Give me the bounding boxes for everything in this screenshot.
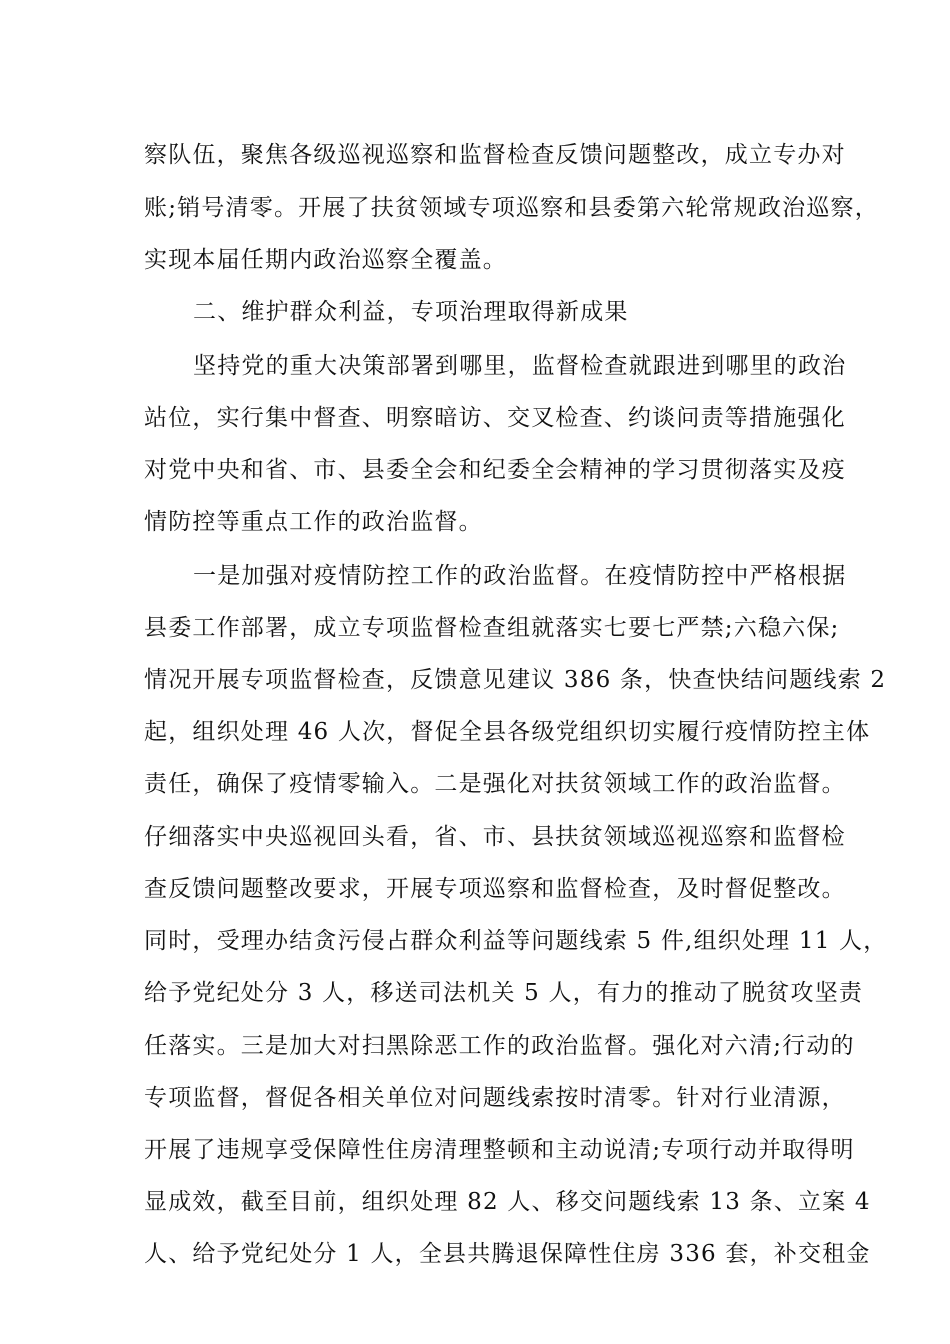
text-line [0,706,950,758]
text-line-content: 站位，实行集中督查、明察暗访、交叉检查、约谈问责等措施强化 [144,405,846,431]
text-line-content: 查反馈问题整改要求，开展专项巡察和监督检查，及时督促整改。 [144,876,846,902]
text-line [0,602,950,654]
text-line-content: 同时，受理办结贪污侵占群众利益等问题线索 5 件,组织处理 11 人， [144,928,888,954]
text-line [0,444,950,496]
text-line-content: 显成效，截至目前，组织处理 82 人、移交问题线索 13 条、立案 4 [144,1189,871,1215]
text-line [0,496,950,548]
text-line [0,863,950,915]
text-line-content: 账;销号清零。开展了扶贫领域专项巡察和县委第六轮常规政治巡察， [144,195,879,221]
text-line-content: 察队伍，聚焦各级巡视巡察和监督检查反馈问题整改，成立专办对 [144,142,846,168]
text-line-content: 情防控等重点工作的政治监督。 [144,509,483,535]
text-line [0,1072,950,1124]
text-line-content: 专项监督，督促各相关单位对问题线索按时清零。针对行业清源， [144,1085,846,1111]
text-line [0,129,950,181]
text-line [0,392,950,444]
text-line-content: 实现本届任期内政治巡察全覆盖。 [144,247,507,273]
text-line [0,182,950,234]
text-line-content: 情况开展专项监督检查，反馈意见建议 386 条，快查快结问题线索 2 [144,667,887,693]
text-line-content: 人、给予党纪处分 1 人，全县共腾退保障性住房 336 套，补交租金 [144,1241,871,1267]
text-line-content: 仔细落实中央巡视回头看，省、市、县扶贫领域巡视巡察和监督检 [144,824,846,850]
text-line-content: 责任，确保了疫情零输入。二是强化对扶贫领域工作的政治监督。 [144,771,846,797]
text-line [0,654,950,706]
text-line [0,967,950,1019]
text-line [0,811,950,863]
text-line-content: 对党中央和省、市、县委全会和纪委全会精神的学习贯彻落实及疫 [144,457,846,483]
text-line-content: 给予党纪处分 3 人，移送司法机关 5 人，有力的推动了脱贫攻坚责 [144,980,864,1006]
text-line [0,758,950,810]
paragraph-first-line [0,550,950,602]
text-line [0,234,950,286]
paragraph-first-line [0,340,950,392]
text-line [0,1020,950,1072]
text-line [0,1228,950,1280]
text-line [0,1176,950,1228]
text-line [0,1124,950,1176]
text-line [0,915,950,967]
text-line-content: 一是加强对疫情防控工作的政治监督。在疫情防控中严格根据 [193,563,847,589]
text-line-content: 起，组织处理 46 人次，督促全县各级党组织切实履行疫情防控主体 [144,719,871,745]
text-line-content: 任落实。三是加大对扫黑除恶工作的政治监督。强化对六清;行动的 [144,1033,855,1059]
text-line-content: 坚持党的重大决策部署到哪里，监督检查就跟进到哪里的政治 [193,353,847,379]
text-line-content: 开展了违规享受保障性住房清理整顿和主动说清;专项行动并取得明 [144,1137,855,1163]
section-heading-text: 二、维护群众利益，专项治理取得新成果 [193,299,629,325]
section-heading [0,286,950,338]
text-line-content: 县委工作部署，成立专项监督检查组就落实七要七严禁;六稳六保; [144,615,840,641]
